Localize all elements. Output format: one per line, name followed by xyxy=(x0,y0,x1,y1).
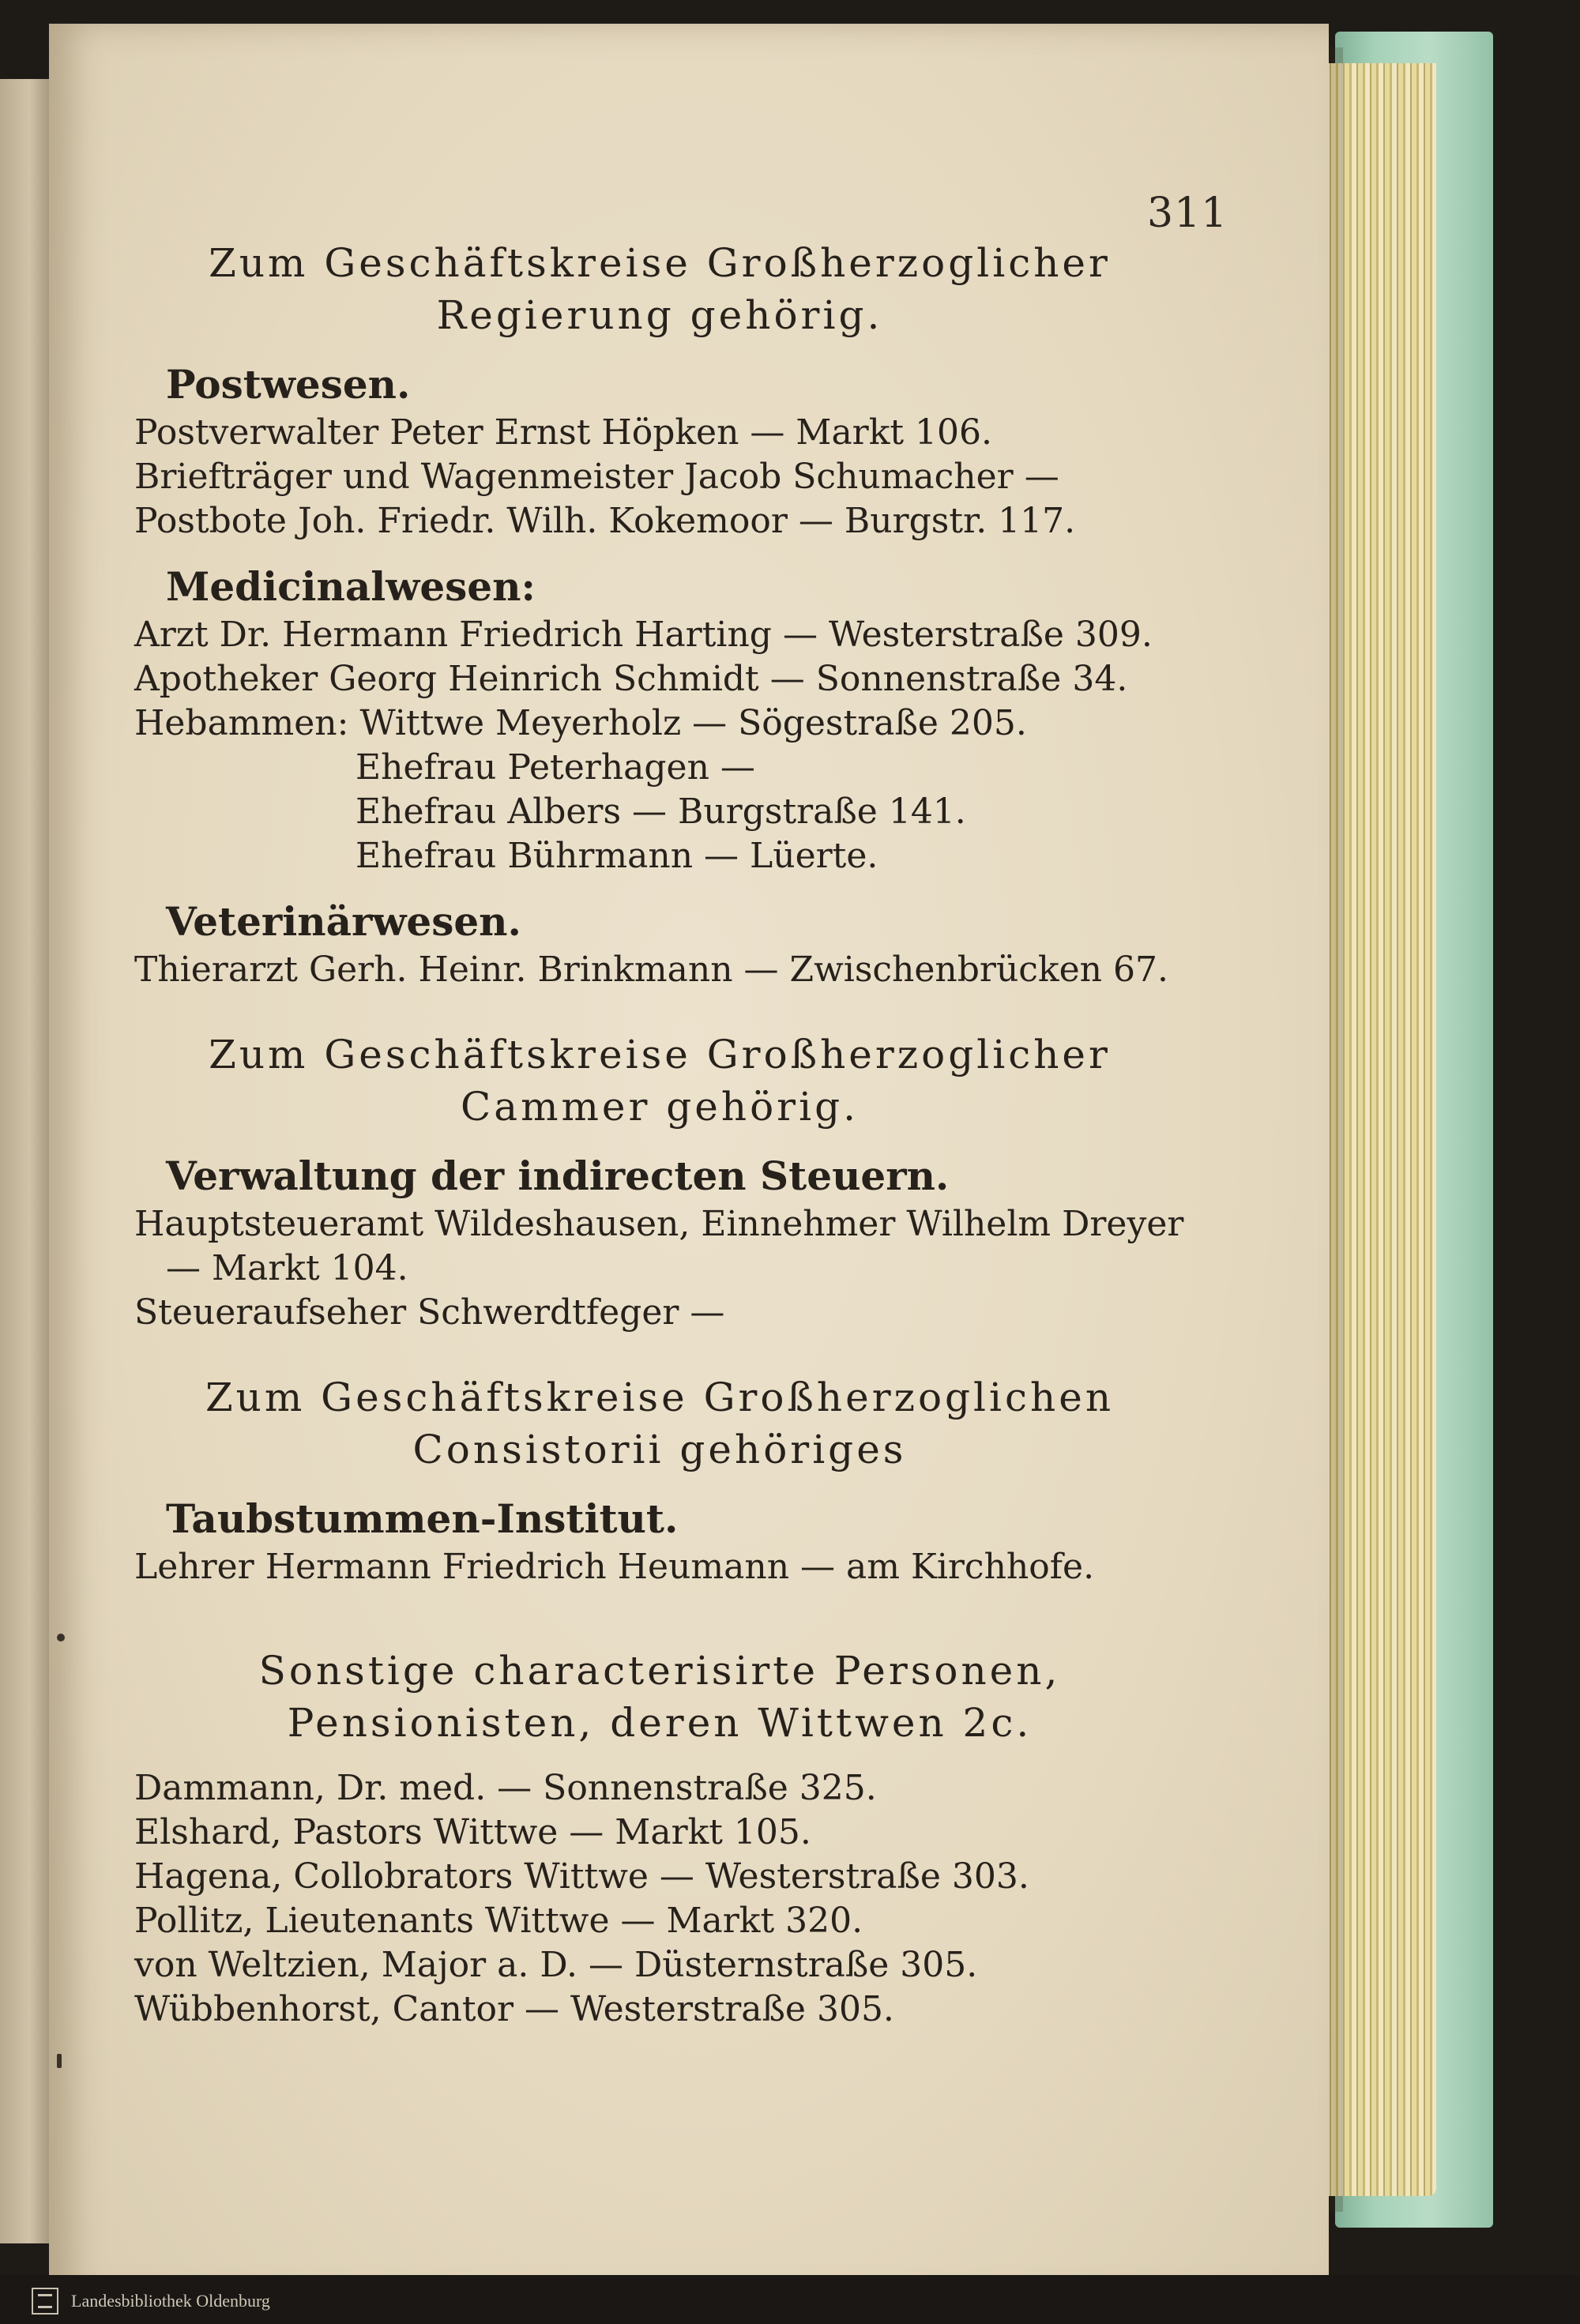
entry-line: — Markt 104. xyxy=(166,1248,408,1288)
group-title: Verwaltung der indirecten Steuern. xyxy=(166,1153,950,1199)
entry-line: Ehefrau Albers — Burgstraße 141. xyxy=(356,792,966,832)
footer-bar xyxy=(0,2275,1580,2324)
page-number: 311 xyxy=(1147,190,1228,237)
entry-line: Wübbenhorst, Cantor — Westerstraße 305. xyxy=(134,1989,894,2029)
section-heading: Consistorii gehöriges xyxy=(412,1427,907,1472)
group-title: Medicinalwesen: xyxy=(166,563,536,610)
section-heading: Zum Geschäftskreise Großherzoglicher xyxy=(209,1032,1111,1077)
section-heading: Regierung gehörig. xyxy=(436,292,883,338)
footer-library-name: Landesbibliothek Oldenburg xyxy=(71,2291,270,2311)
group-title: Taubstummen-Institut. xyxy=(166,1495,679,1542)
entry-line: Elshard, Pastors Wittwe — Markt 105. xyxy=(134,1812,811,1852)
section-heading: Sonstige characterisirte Personen, xyxy=(258,1648,1061,1694)
section-heading: Zum Geschäftskreise Großherzoglichen xyxy=(205,1374,1115,1420)
entry-line: Ehefrau Bührmann — Lüerte. xyxy=(356,836,878,876)
library-logo-icon xyxy=(32,2288,58,2315)
entry-line: Hauptsteueramt Wildeshausen, Einnehmer Wilhelm Dreyer xyxy=(134,1204,1184,1244)
entry-line: Hagena, Collobrators Wittwe — Westerstraße 303. xyxy=(134,1856,1029,1897)
entry-line: Pollitz, Lieutenants Wittwe — Markt 320. xyxy=(134,1901,863,1941)
entry-line: Arzt Dr. Hermann Friedrich Harting — Westerstraße 309. xyxy=(134,615,1153,655)
entry-line: Postbote Joh. Friedr. Wilh. Kokemoor — Burgstr. 117. xyxy=(134,501,1076,541)
entry-line: von Weltzien, Major a. D. — Düsternstraße 305. xyxy=(134,1945,978,1985)
entry-line: Apotheker Georg Heinrich Schmidt — Sonnenstraße 34. xyxy=(134,659,1128,699)
margin-mark xyxy=(57,2054,62,2068)
entry-line: Hebammen: Wittwe Meyerholz — Sögestraße 205. xyxy=(134,703,1027,743)
entry-line: Postverwalter Peter Ernst Höpken — Markt 106. xyxy=(134,412,993,453)
entry-line: Thierarzt Gerh. Heinr. Brinkmann — Zwischenbrücken 67. xyxy=(134,950,1168,990)
margin-mark xyxy=(57,1634,65,1641)
page-text xyxy=(134,237,1185,2032)
section-heading: Cammer gehörig. xyxy=(461,1084,859,1130)
entry-line: Dammann, Dr. med. — Sonnenstraße 325. xyxy=(134,1768,877,1808)
entry-line: Steueraufseher Schwerdtfeger — xyxy=(134,1292,725,1333)
section-heading: Pensionisten, deren Wittwen 2c. xyxy=(287,1700,1033,1746)
facing-page-edge xyxy=(0,79,49,2243)
group-title: Veterinärwesen. xyxy=(166,898,521,945)
entry-line: Lehrer Hermann Friedrich Heumann — am Kirchhofe. xyxy=(134,1547,1095,1587)
entry-line: Ehefrau Peterhagen — xyxy=(356,747,755,788)
entry-line: Briefträger und Wagenmeister Jacob Schumacher — xyxy=(134,457,1059,497)
group-title: Postwesen. xyxy=(166,361,411,408)
section-heading: Zum Geschäftskreise Großherzoglicher xyxy=(209,240,1111,286)
